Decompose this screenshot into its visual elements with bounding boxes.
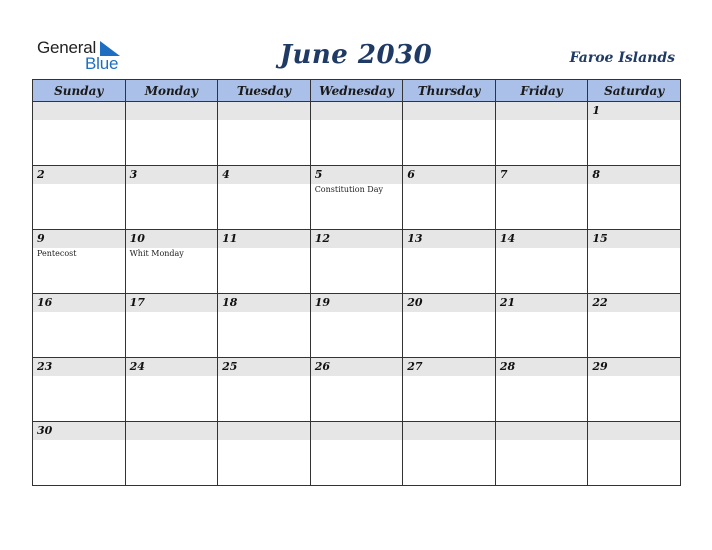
day-number-bar xyxy=(311,422,403,440)
day-number-bar xyxy=(496,230,588,248)
holiday-label xyxy=(218,440,310,441)
day-number-bar xyxy=(588,358,680,376)
day-number: 10 xyxy=(129,232,145,245)
weekday-header: Sunday xyxy=(33,80,126,102)
day-number-bar xyxy=(496,294,588,312)
holiday-label xyxy=(403,376,495,377)
day-number-bar xyxy=(218,102,310,120)
day-cell[interactable] xyxy=(310,358,403,422)
holiday-label xyxy=(311,376,403,377)
holiday-label xyxy=(403,248,495,249)
day-number-bar xyxy=(33,102,125,120)
day-number-bar xyxy=(218,230,310,248)
day-cell[interactable] xyxy=(218,294,311,358)
day-number-bar xyxy=(496,422,588,440)
day-number: 4 xyxy=(222,168,230,181)
day-cell[interactable] xyxy=(218,230,311,294)
holiday-label xyxy=(126,376,218,377)
day-cell[interactable] xyxy=(495,102,588,166)
holiday-label xyxy=(218,120,310,121)
day-cell[interactable] xyxy=(403,358,496,422)
week-row xyxy=(33,358,681,422)
day-number-bar xyxy=(496,358,588,376)
day-number: 26 xyxy=(314,360,330,373)
holiday-label xyxy=(33,376,125,377)
day-number: 28 xyxy=(499,360,516,373)
day-number: 12 xyxy=(314,232,330,245)
holiday-label: Whit Monday xyxy=(129,249,184,258)
calendar-title: June 2030 xyxy=(279,40,433,70)
day-number-bar xyxy=(33,166,125,184)
day-cell[interactable] xyxy=(125,294,218,358)
day-number-bar xyxy=(588,422,680,440)
holiday-label: Pentecost xyxy=(37,249,77,258)
day-number: 17 xyxy=(129,296,145,309)
day-number: 5 xyxy=(314,168,323,181)
day-number: 16 xyxy=(37,296,53,309)
day-cell[interactable] xyxy=(218,102,311,166)
day-number-bar xyxy=(403,294,495,312)
holiday-label xyxy=(496,120,588,121)
holiday-label xyxy=(496,440,588,441)
day-number-bar xyxy=(311,358,403,376)
holiday-label xyxy=(218,312,310,313)
day-number: 27 xyxy=(407,360,423,373)
day-number-bar xyxy=(403,358,495,376)
day-cell[interactable] xyxy=(495,230,588,294)
day-number: 21 xyxy=(499,296,516,309)
day-cell[interactable] xyxy=(33,358,126,422)
day-number: 11 xyxy=(222,232,238,245)
holiday-label xyxy=(403,184,495,185)
day-number: 18 xyxy=(222,296,238,309)
day-number: 25 xyxy=(222,360,238,373)
holiday-label xyxy=(588,248,680,249)
day-cell[interactable] xyxy=(495,294,588,358)
day-cell[interactable] xyxy=(495,422,588,486)
holiday-label xyxy=(403,312,495,313)
day-number: 1 xyxy=(592,104,601,117)
holiday-label xyxy=(588,184,680,185)
day-number-bar xyxy=(126,422,218,440)
weekday-header: Tuesday xyxy=(218,80,311,102)
day-number-bar xyxy=(588,102,680,120)
day-number: 24 xyxy=(129,360,145,373)
day-cell[interactable] xyxy=(403,294,496,358)
day-number-bar xyxy=(496,166,588,184)
day-cell[interactable] xyxy=(403,422,496,486)
holiday-label: Constitution Day xyxy=(314,185,384,194)
day-cell[interactable] xyxy=(125,422,218,486)
holiday-label xyxy=(218,184,310,185)
week-row xyxy=(33,166,681,230)
day-number: 8 xyxy=(592,168,601,181)
holiday-label xyxy=(218,376,310,377)
day-number: 9 xyxy=(37,232,45,245)
week-row xyxy=(33,102,681,166)
day-number-bar xyxy=(33,294,125,312)
day-cell[interactable] xyxy=(403,102,496,166)
day-number-bar xyxy=(218,166,310,184)
logo-text-blue: Blue xyxy=(85,54,119,73)
holiday-label xyxy=(588,312,680,313)
day-number: 13 xyxy=(407,232,423,245)
day-number: 30 xyxy=(37,424,53,437)
holiday-label xyxy=(311,120,403,121)
day-number-bar xyxy=(126,166,218,184)
day-number: 3 xyxy=(129,168,138,181)
day-number: 14 xyxy=(499,232,516,245)
logo-text-general: General xyxy=(37,38,97,57)
day-number-bar xyxy=(588,294,680,312)
holiday-label xyxy=(496,248,588,249)
day-number-bar xyxy=(126,294,218,312)
day-cell[interactable] xyxy=(310,230,403,294)
day-cell[interactable] xyxy=(403,166,496,230)
weekday-header-row xyxy=(33,80,681,102)
day-number: 7 xyxy=(499,168,508,181)
holiday-label xyxy=(126,184,218,185)
day-number-bar xyxy=(33,230,125,248)
day-number-bar xyxy=(218,358,310,376)
day-number-bar xyxy=(588,230,680,248)
day-number: 20 xyxy=(407,296,423,309)
day-cell[interactable] xyxy=(588,422,681,486)
holiday-label xyxy=(403,120,495,121)
day-cell[interactable] xyxy=(33,102,126,166)
day-number: 22 xyxy=(592,296,608,309)
day-number-bar xyxy=(588,166,680,184)
day-cell[interactable] xyxy=(310,102,403,166)
day-cell[interactable] xyxy=(588,166,681,230)
day-cell[interactable] xyxy=(218,422,311,486)
day-cell[interactable] xyxy=(495,358,588,422)
holiday-label xyxy=(126,312,218,313)
day-number: 23 xyxy=(37,360,53,373)
week-row xyxy=(33,422,681,486)
day-number-bar xyxy=(33,422,125,440)
day-number-bar xyxy=(126,102,218,120)
day-number-bar xyxy=(403,230,495,248)
weekday-header: Wednesday xyxy=(310,80,403,102)
day-number: 2 xyxy=(37,168,45,181)
day-cell[interactable] xyxy=(33,294,126,358)
day-number-bar xyxy=(496,102,588,120)
day-cell[interactable] xyxy=(588,294,681,358)
holiday-label xyxy=(588,440,680,441)
day-cell[interactable] xyxy=(403,230,496,294)
holiday-label xyxy=(311,248,403,249)
holiday-label xyxy=(33,312,125,313)
holiday-label xyxy=(218,248,310,249)
weekday-header: Thursday xyxy=(403,80,496,102)
holiday-label xyxy=(126,440,218,441)
day-cell[interactable] xyxy=(33,166,126,230)
day-number: 6 xyxy=(407,168,415,181)
holiday-label xyxy=(126,120,218,121)
day-cell[interactable] xyxy=(495,166,588,230)
day-cell[interactable] xyxy=(125,358,218,422)
holiday-label xyxy=(496,376,588,377)
weekday-header: Monday xyxy=(125,80,218,102)
day-number-bar xyxy=(403,166,495,184)
holiday-label xyxy=(496,312,588,313)
day-cell[interactable] xyxy=(125,230,218,294)
day-cell[interactable] xyxy=(588,102,681,166)
holiday-label xyxy=(33,184,125,185)
day-number-bar xyxy=(218,294,310,312)
day-cell[interactable] xyxy=(588,230,681,294)
day-cell[interactable] xyxy=(125,166,218,230)
day-number-bar xyxy=(311,166,403,184)
day-number: 15 xyxy=(592,232,608,245)
day-cell[interactable] xyxy=(588,358,681,422)
day-cell[interactable] xyxy=(310,294,403,358)
day-number-bar xyxy=(403,102,495,120)
day-number-bar xyxy=(126,358,218,376)
day-number-bar xyxy=(126,230,218,248)
holiday-label xyxy=(33,120,125,121)
holiday-label xyxy=(496,184,588,185)
holiday-label xyxy=(311,312,403,313)
week-row xyxy=(33,294,681,358)
day-number: 29 xyxy=(592,360,608,373)
weekday-header: Friday xyxy=(495,80,588,102)
day-number-bar xyxy=(218,422,310,440)
holiday-label xyxy=(588,120,680,121)
day-cell[interactable] xyxy=(33,422,126,486)
day-number-bar xyxy=(403,422,495,440)
day-number-bar xyxy=(311,102,403,120)
holiday-label xyxy=(403,440,495,441)
day-number-bar xyxy=(311,230,403,248)
day-cell[interactable] xyxy=(218,166,311,230)
day-cell[interactable] xyxy=(125,102,218,166)
day-number-bar xyxy=(33,358,125,376)
day-cell[interactable] xyxy=(33,230,126,294)
day-number-bar xyxy=(311,294,403,312)
day-number: 19 xyxy=(314,296,330,309)
region-name: Faroe Islands xyxy=(569,50,675,66)
day-cell[interactable] xyxy=(310,166,403,230)
holiday-label xyxy=(588,376,680,377)
weekday-header: Saturday xyxy=(588,80,681,102)
day-cell[interactable] xyxy=(310,422,403,486)
calendar-grid xyxy=(32,79,681,486)
holiday-label xyxy=(33,440,125,441)
week-row xyxy=(33,230,681,294)
holiday-label xyxy=(311,440,403,441)
day-cell[interactable] xyxy=(218,358,311,422)
